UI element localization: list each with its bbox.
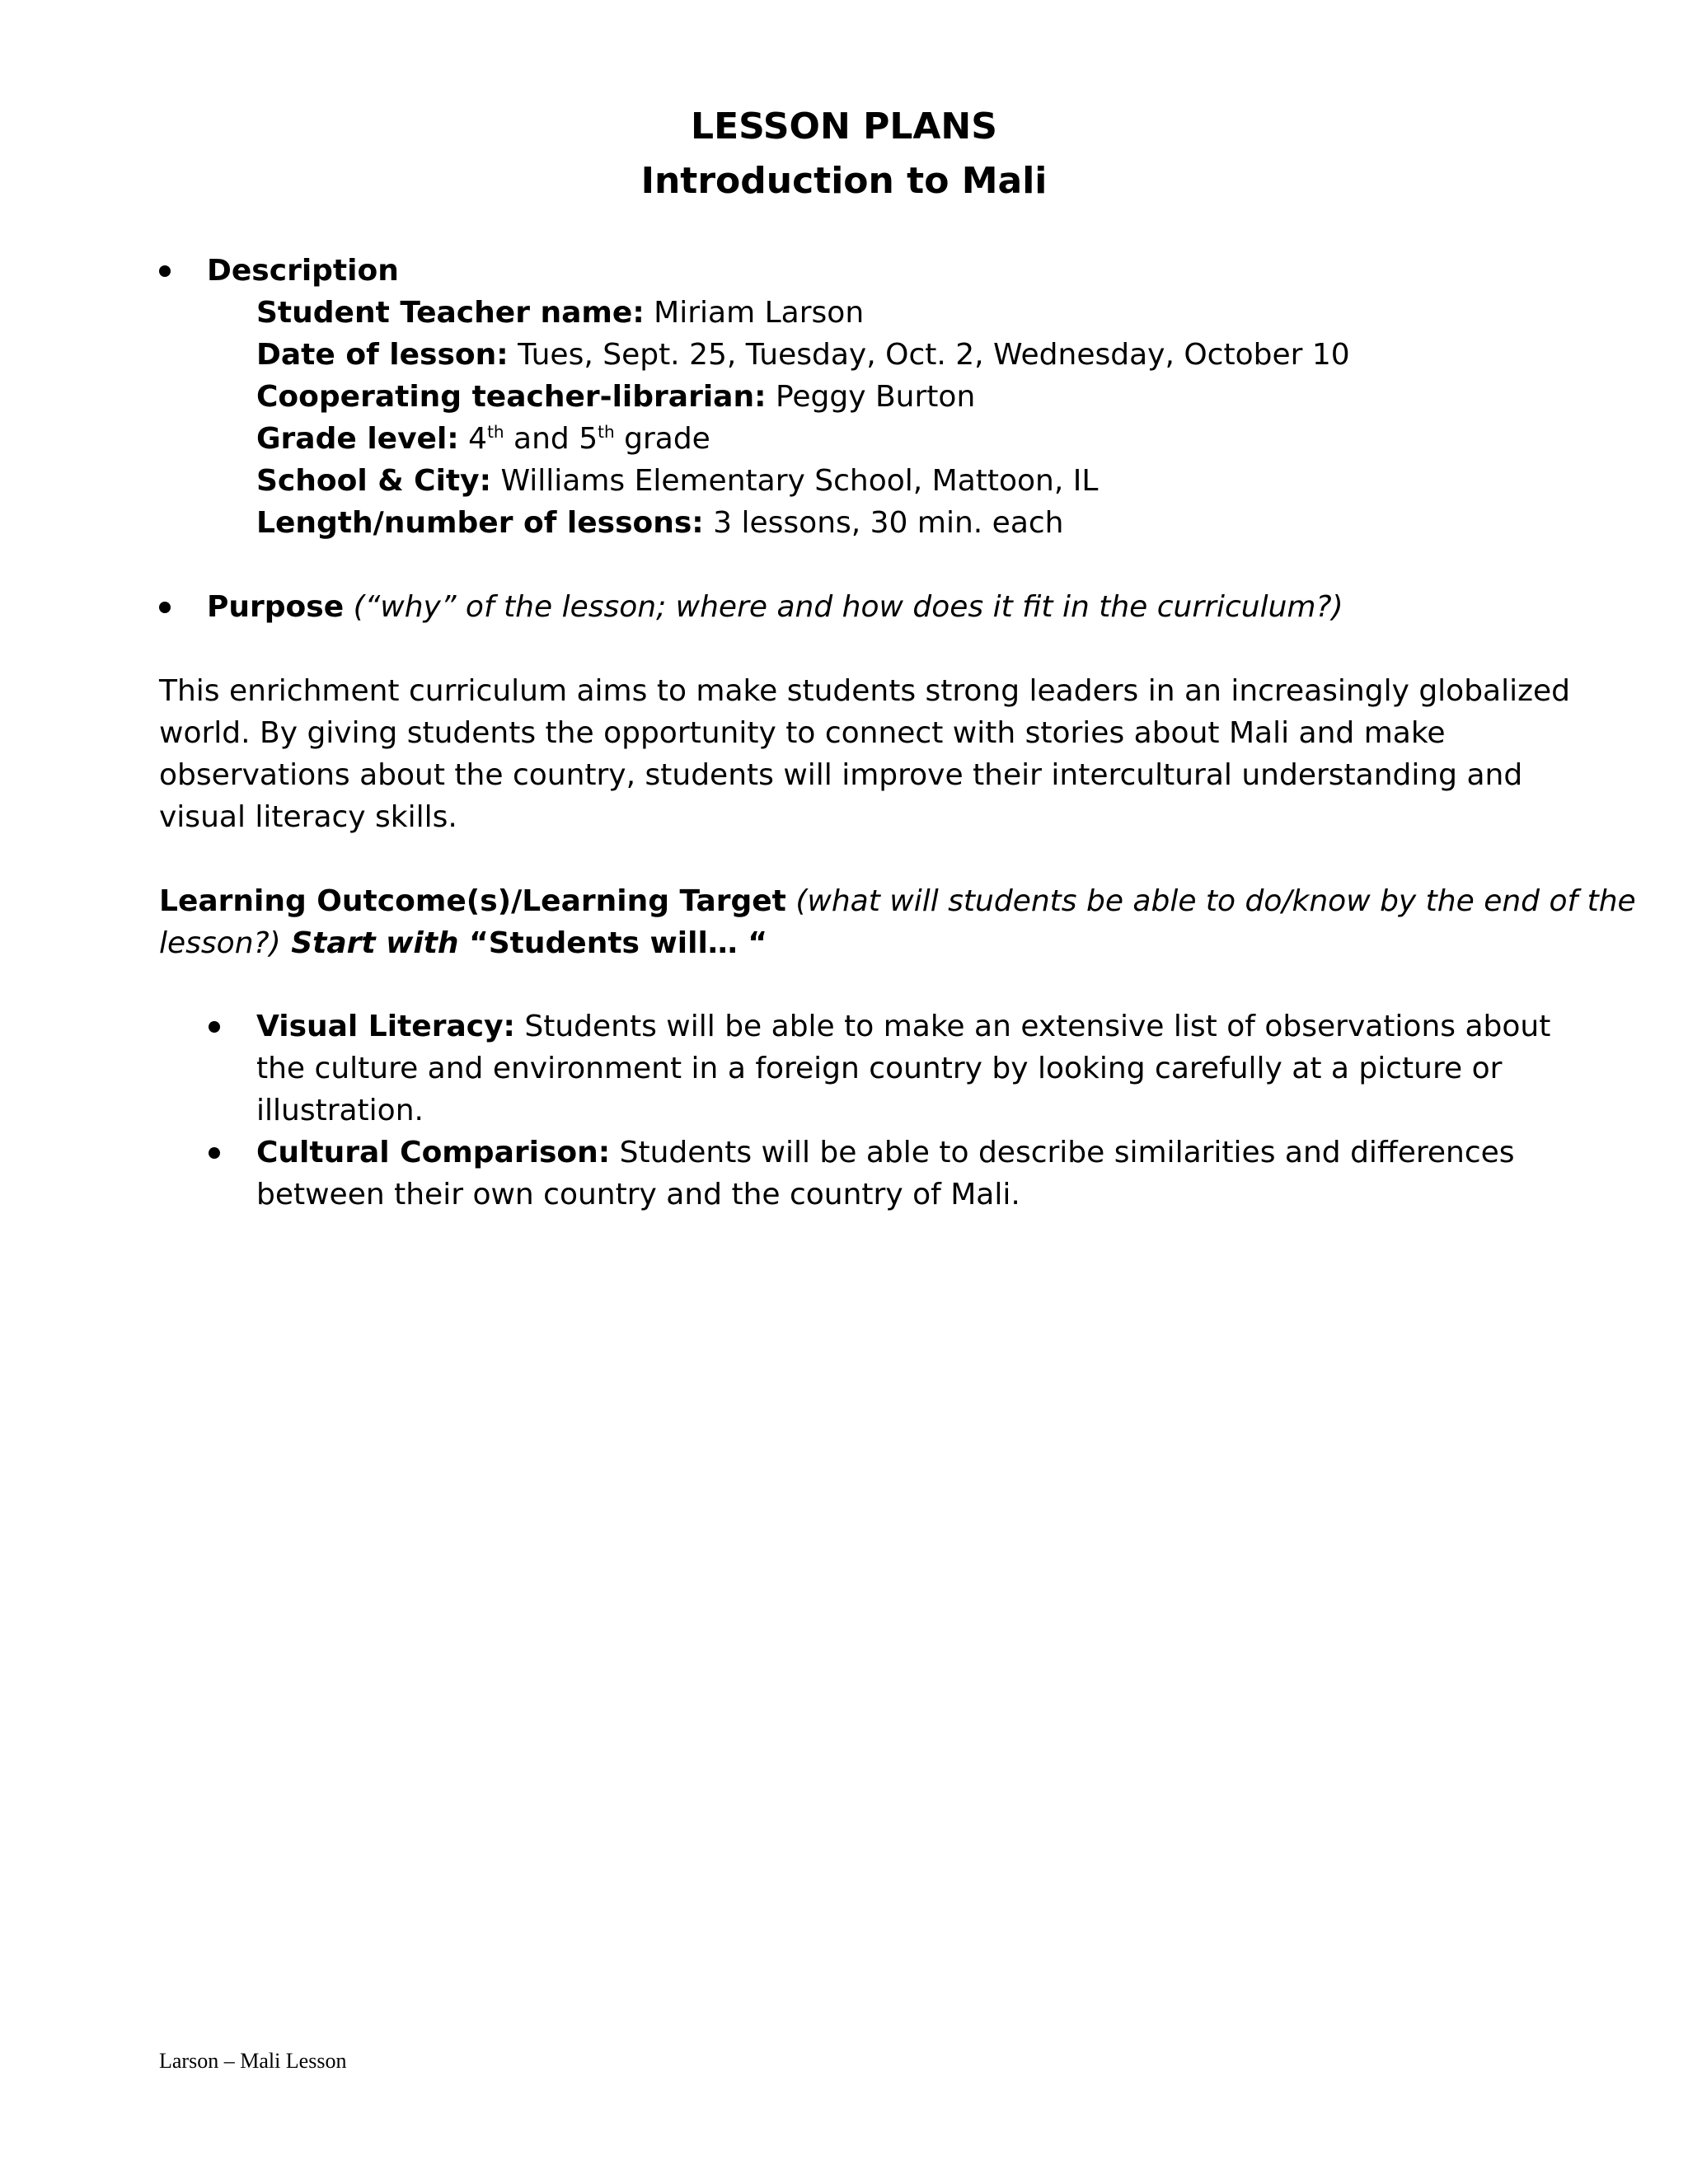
purpose-heading: Purpose: [207, 590, 345, 624]
purpose-hint: (“why” of the lesson; where and how does it fit in the curriculum?): [344, 590, 1343, 624]
start-with-label: Start with: [280, 926, 459, 960]
outcome-label: Cultural Comparison:: [256, 1136, 611, 1169]
outcome-text-line: between their own country and the country of Mali.: [256, 1178, 1020, 1212]
description-heading: Description: [207, 254, 399, 288]
students-will-label: “Students will… “: [458, 926, 767, 960]
field-label: School & City:: [256, 464, 491, 498]
bullet-icon: [209, 1021, 220, 1033]
body-line: visual literacy skills.: [159, 800, 457, 834]
field-value: Tues, Sept. 25, Tuesday, Oct. 2, Wednesday, October 10: [508, 338, 1350, 372]
outcomes-heading: Learning Outcome(s)/Learning Target: [159, 884, 786, 918]
page-footer: Larson – Mali Lesson: [159, 2049, 347, 2073]
outcome-cultural-comparison: [256, 1132, 1515, 1174]
outcomes-heading-line-1: [159, 880, 1636, 922]
field-value: Williams Elementary School, Mattoon, IL: [491, 464, 1099, 498]
field-value: grade: [614, 422, 710, 456]
field-label: Grade level:: [256, 422, 459, 456]
field-value: 3 lessons, 30 min. each: [703, 506, 1064, 540]
field-value: and 5: [504, 422, 598, 456]
outcome-text-line: illustration.: [256, 1094, 424, 1127]
field-label: Length/number of lessons:: [256, 506, 704, 540]
field-value: Miriam Larson: [644, 296, 865, 330]
outcomes-heading-line-2: [159, 922, 767, 964]
body-line: This enrichment curriculum aims to make students strong leaders in an increasingly globalized: [159, 674, 1571, 708]
page-subtitle: Introduction to Mali: [640, 160, 1048, 202]
purpose-heading-line: [207, 586, 1343, 628]
bullet-icon: [159, 602, 171, 613]
field-value: Peggy Burton: [766, 380, 976, 414]
field-grade-level: [256, 418, 710, 460]
field-label: Cooperating teacher-librarian:: [256, 380, 767, 414]
bullet-icon: [159, 265, 171, 277]
purpose-body: [159, 670, 1571, 838]
field-value: 4: [458, 422, 488, 456]
field-school-city: [256, 460, 1098, 502]
field-label: Date of lesson:: [256, 338, 509, 372]
bullet-icon: [209, 1147, 220, 1159]
outcome-text: Students will be able to describe similarities and differences: [610, 1136, 1515, 1169]
outcome-label: Visual Literacy:: [256, 1010, 515, 1043]
superscript: th: [487, 422, 504, 442]
page-title: LESSON PLANS: [691, 105, 997, 148]
outcome-text: Students will be able to make an extensive list of observations about: [514, 1010, 1551, 1043]
body-line: world. By giving students the opportunity to connect with stories about Mali and make: [159, 716, 1446, 750]
outcomes-hint-cont: lesson?): [159, 926, 281, 960]
field-student-teacher: [256, 292, 864, 334]
outcomes-hint: (what will students be able to do/know by the end of the: [785, 884, 1636, 918]
field-label: Student Teacher name:: [256, 296, 645, 330]
outcome-visual-literacy: [256, 1005, 1550, 1047]
body-line: observations about the country, students will improve their intercultural understanding and: [159, 758, 1523, 792]
superscript: th: [598, 422, 615, 442]
field-date-of-lesson: [256, 334, 1350, 376]
outcome-text-line: the culture and environment in a foreign country by looking carefully at a picture or: [256, 1052, 1503, 1085]
field-length: [256, 502, 1064, 544]
field-cooperating-librarian: [256, 376, 975, 418]
